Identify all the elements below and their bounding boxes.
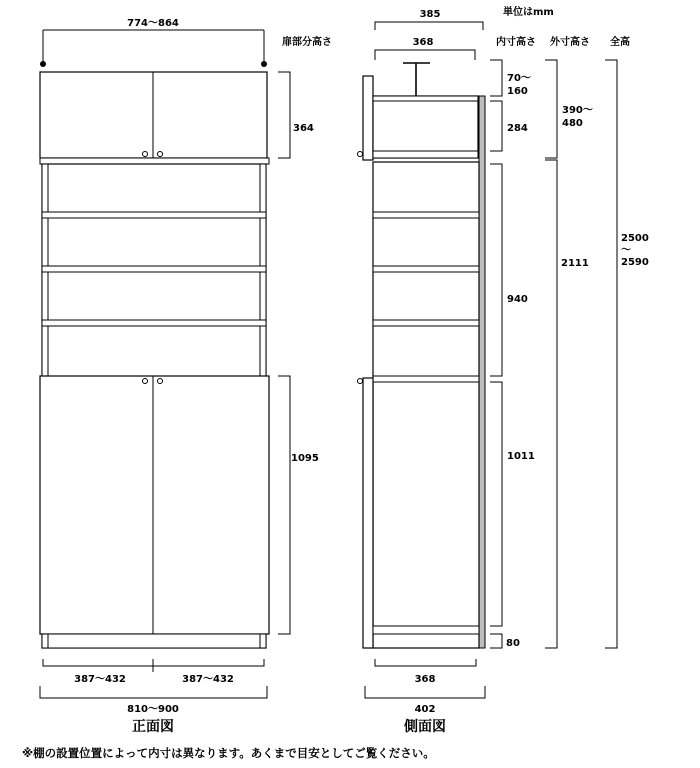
side-shelf-4 [373,376,479,382]
side-lower-knob-icon [358,379,363,384]
header-door-height: 扉部分高さ [282,37,332,48]
lower-door-height-bracket [278,376,290,634]
side-bottom-outer-width: 402 [414,704,436,715]
open-shelf-3 [42,320,266,326]
top-gap-b: 160 [507,86,528,97]
side-bottom-inner-width: 368 [414,674,436,685]
open-shelf-1 [42,212,266,218]
body-outer-bracket [545,160,557,648]
side-upper-door-edge [363,76,373,160]
lower-door-height: 1095 [291,453,319,464]
total-height-sep: 〜 [621,245,631,256]
upper-base-board [40,158,269,164]
front-caption: 正面図 [132,719,174,735]
side-back-panel [479,96,485,648]
side-upper-body [373,96,478,158]
side-upper-knob-icon [358,152,363,157]
side-upper-bottom-board [373,151,478,158]
door-width-right: 387〜432 [182,674,234,685]
middle-inner-height: 940 [507,294,528,305]
total-height-a: 2500 [621,233,649,244]
overall-width-dim-line [40,686,267,698]
lower-inner-bracket [490,382,502,626]
side-view [358,9,649,735]
upper-outer-bracket [545,60,557,158]
plinth-bracket [490,634,502,648]
upper-outer-b: 480 [562,118,583,129]
unit-label: 単位はmm [503,7,554,18]
header-total-height: 全高 [610,37,630,48]
side-upper-top-board [373,96,478,101]
ceiling-fixture-right-icon [261,61,267,67]
side-lower-door-edge [363,378,373,648]
plinth-height: 80 [506,638,520,649]
upper-door-height-bracket [278,72,290,158]
upper-outer-a: 390〜 [562,105,593,116]
footnote: ※棚の設置位置によって内寸は異なります。あくまで目安としてご覧ください。 [22,746,435,760]
side-top-inner-dim [375,50,475,60]
side-shelf-2 [373,266,479,272]
upper-inner-bracket [490,101,502,151]
lower-inner-height: 1011 [507,451,535,462]
side-top-outer-dim [375,22,483,30]
overall-width: 810〜900 [127,704,179,715]
door-width-left: 387〜432 [74,674,126,685]
open-shelf-2 [42,266,266,272]
top-gap-a: 70〜 [507,73,531,84]
total-height-bracket [605,60,617,648]
side-caption: 側面図 [404,719,446,735]
side-shelf-3 [373,320,479,326]
upper-inner-height: 284 [507,123,528,134]
header-inner-height: 内寸高さ [496,37,536,48]
plinth-foot-right [260,634,266,648]
top-gap-bracket [490,60,502,96]
header-outer-height: 外寸高さ [550,37,590,48]
side-shelf-1 [373,212,479,218]
side-top-inner-width: 368 [412,37,434,48]
side-bottom-inner-dim [375,659,476,666]
side-bottom-outer-dim [365,686,485,698]
ceiling-fixture-left-icon [40,61,46,67]
upper-door-height: 364 [293,123,314,134]
front-top-width: 774〜864 [127,18,179,29]
plinth [42,634,266,648]
middle-inner-bracket [490,164,502,376]
total-height-b: 2590 [621,257,649,268]
body-outer-height: 2111 [561,258,589,269]
side-body [373,162,479,648]
plinth-foot-left [42,634,48,648]
lower-doors [40,376,269,634]
front-view [40,18,319,735]
side-top-outer-width: 385 [419,9,441,20]
side-bottom-board [373,626,479,634]
